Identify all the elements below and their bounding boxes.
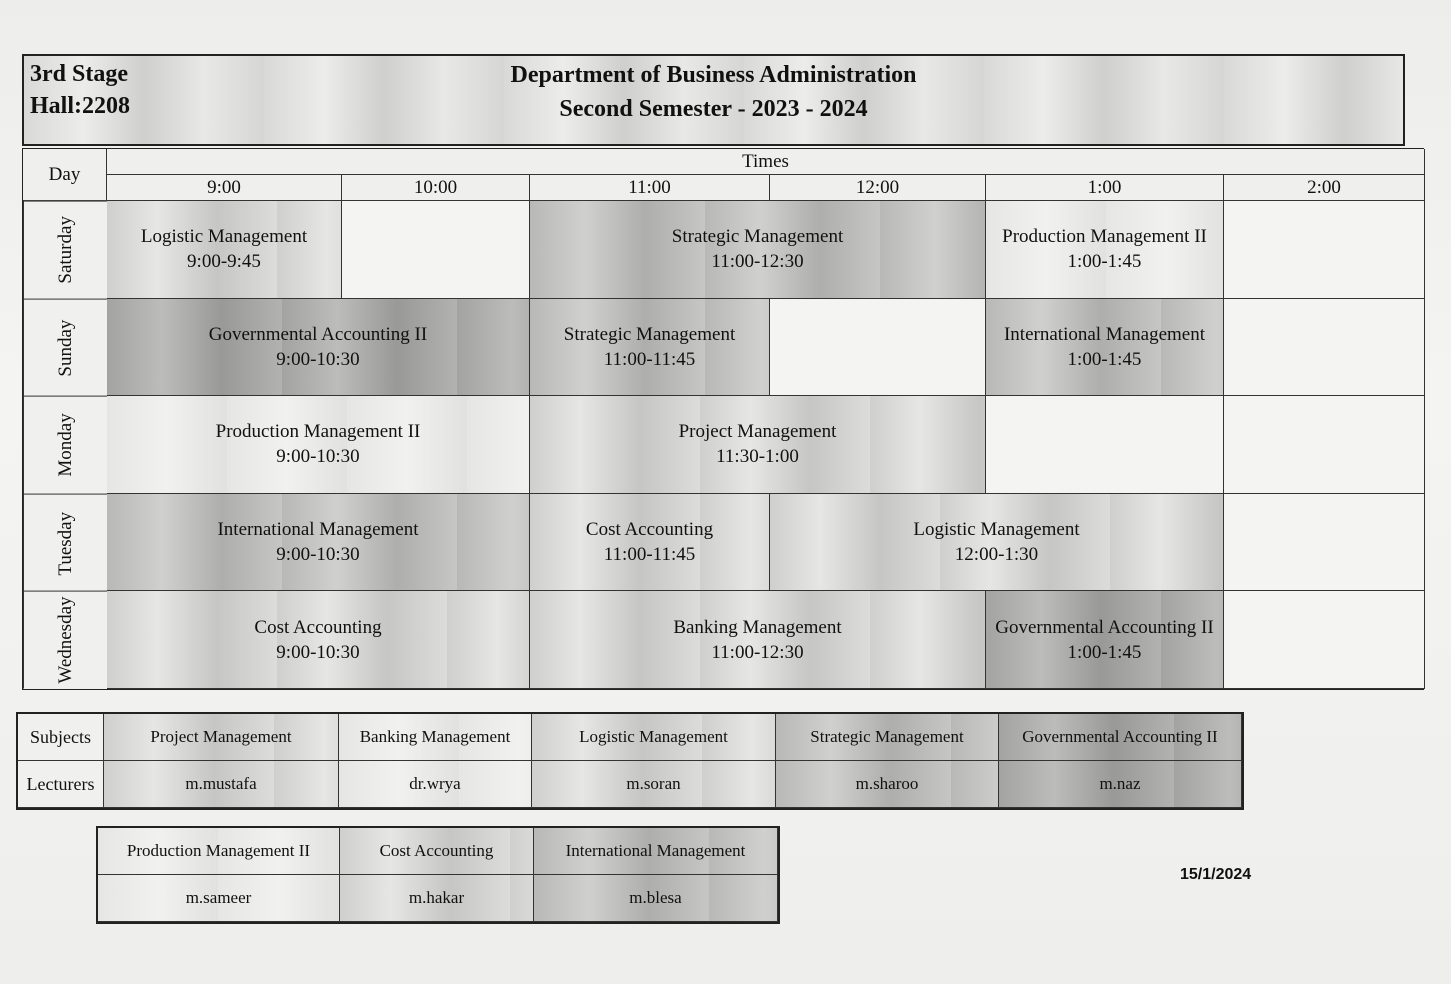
lecturer-name: dr.wrya <box>339 761 532 808</box>
session-cell <box>107 591 530 689</box>
session-cell <box>107 201 342 299</box>
session-time: 9:00-10:30 <box>276 544 360 566</box>
session-time: 1:00-1:45 <box>1067 641 1142 663</box>
lecturer-name: m.hakar <box>340 875 534 922</box>
lecturer-name: m.sameer <box>98 875 340 922</box>
session-cell <box>770 494 1224 592</box>
session-cell <box>107 396 530 494</box>
session-cell <box>530 299 770 397</box>
empty-slot <box>342 201 530 299</box>
empty-slot <box>1224 299 1425 397</box>
session-time: 1:00-1:45 <box>1067 348 1142 370</box>
session-time: 9:00-10:30 <box>276 446 360 468</box>
time-slot-header: 10:00 <box>342 175 530 201</box>
session-subject: Production Management II <box>215 421 421 443</box>
session-cell <box>530 396 986 494</box>
empty-slot <box>1224 201 1425 299</box>
session-cell <box>986 201 1224 299</box>
session-cell <box>530 494 770 592</box>
lecturers-row-label: Lecturers <box>18 761 104 808</box>
session-time: 9:00-10:30 <box>276 348 360 370</box>
session-subject: Cost Accounting <box>254 616 382 638</box>
subjects-row-label: Subjects <box>18 714 104 761</box>
empty-slot <box>1224 396 1425 494</box>
subject-name: Governmental Accounting II <box>999 714 1242 761</box>
session-subject: Cost Accounting <box>585 519 714 541</box>
session-subject: International Management <box>1003 323 1205 345</box>
lecturer-name: m.soran <box>532 761 776 808</box>
session-cell <box>530 591 986 689</box>
stage-label: 3rd Stage <box>30 61 128 87</box>
semester-label: Second Semester - 2023 - 2024 <box>559 96 868 122</box>
session-cell <box>986 591 1224 689</box>
lecturer-name: m.sharoo <box>776 761 999 808</box>
hall-label: Hall:2208 <box>30 93 130 119</box>
empty-slot <box>770 299 986 397</box>
session-cell <box>107 299 530 397</box>
timetable-grid <box>22 148 1424 690</box>
session-cell <box>986 299 1224 397</box>
subject-name: Banking Management <box>339 714 532 761</box>
session-time: 9:00-9:45 <box>187 251 261 273</box>
lecturer-name: m.mustafa <box>104 761 339 808</box>
empty-slot <box>1224 494 1425 592</box>
times-header: Times <box>107 149 1425 175</box>
session-time: 11:30-1:00 <box>716 446 799 468</box>
session-cell <box>107 494 530 592</box>
day-sunday: Sunday <box>23 299 107 397</box>
session-time: 12:00-1:30 <box>954 544 1039 566</box>
session-subject: Project Management <box>678 421 837 443</box>
time-slot-header: 2:00 <box>1224 175 1425 201</box>
day-column-header: Day <box>23 149 107 201</box>
subject-name: Project Management <box>104 714 339 761</box>
session-time: 11:00-11:45 <box>603 544 696 566</box>
day-wednesday: Wednesday <box>23 591 107 689</box>
lecturer-name: m.blesa <box>534 875 778 922</box>
subject-name: Production Management II <box>98 828 340 875</box>
lecturers-table-1 <box>16 712 1244 810</box>
subject-name: Logistic Management <box>532 714 776 761</box>
session-cell <box>530 201 986 299</box>
session-subject: Strategic Management <box>563 323 736 345</box>
session-subject: International Management <box>217 519 419 541</box>
session-time: 11:00-11:45 <box>603 348 696 370</box>
session-subject: Strategic Management <box>671 226 844 248</box>
session-time: 1:00-1:45 <box>1067 251 1142 273</box>
empty-slot <box>986 396 1224 494</box>
time-slot-header: 9:00 <box>107 175 342 201</box>
day-tuesday: Tuesday <box>23 494 107 592</box>
subject-name: International Management <box>534 828 778 875</box>
issue-date: 15/1/2024 <box>1180 866 1252 883</box>
time-slot-header: 11:00 <box>530 175 770 201</box>
day-saturday: Saturday <box>23 201 107 299</box>
department-name: Department of Business Administration <box>510 62 917 88</box>
time-slot-header: 12:00 <box>770 175 986 201</box>
time-slot-header: 1:00 <box>986 175 1224 201</box>
session-time: 11:00-12:30 <box>711 251 804 273</box>
session-subject: Governmental Accounting II <box>208 323 428 345</box>
session-time: 11:00-12:30 <box>711 641 804 663</box>
session-subject: Logistic Management <box>140 226 308 248</box>
day-monday: Monday <box>23 396 107 494</box>
subject-name: Strategic Management <box>776 714 999 761</box>
empty-slot <box>1224 591 1425 689</box>
session-subject: Banking Management <box>673 616 842 638</box>
department-title <box>24 58 1403 126</box>
session-subject: Governmental Accounting II <box>995 616 1214 638</box>
session-time: 9:00-10:30 <box>276 641 360 663</box>
subject-name: Cost Accounting <box>340 828 534 875</box>
schedule-header <box>22 54 1405 146</box>
lecturer-name: m.naz <box>999 761 1242 808</box>
lecturers-table-2 <box>96 826 780 924</box>
session-subject: Production Management II <box>1002 226 1207 248</box>
session-subject: Logistic Management <box>913 519 1080 541</box>
